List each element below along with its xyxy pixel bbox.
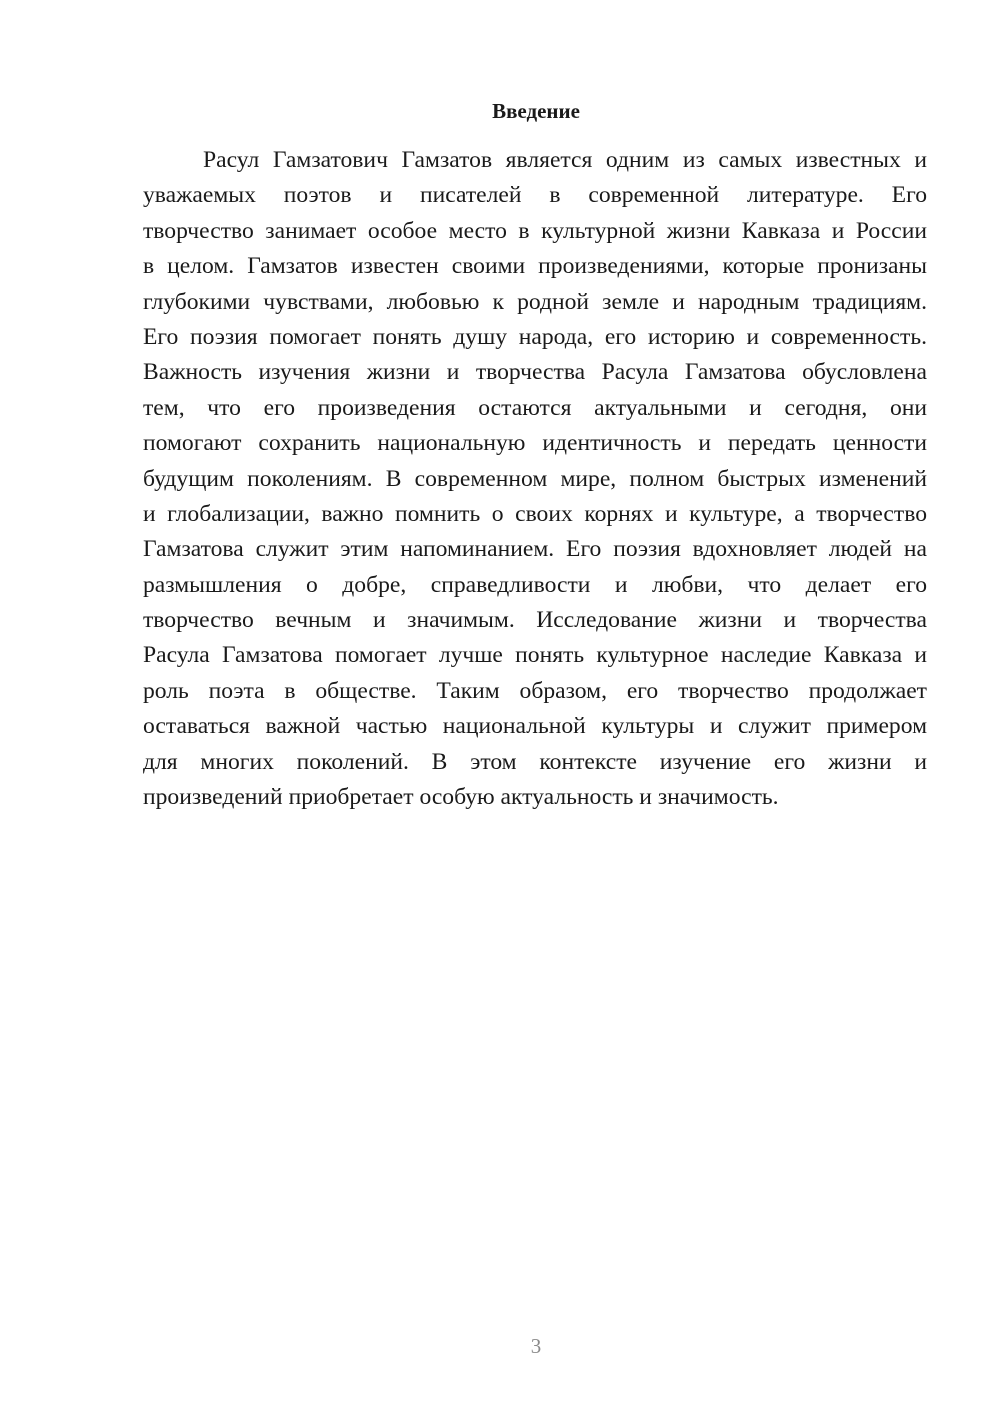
paragraph-line: произведений приобретает особую актуальность и значимость. — [143, 784, 779, 811]
paragraph-line: будущим поколениям. В современном мире, полном быстрых изменений — [143, 465, 927, 492]
body-paragraph — [143, 143, 927, 815]
paragraph-line: Важность изучения жизни и творчества Расула Гамзатова обусловлена — [143, 359, 927, 386]
paragraph-line: Расула Гамзатова помогает лучше понять культурное наследие Кавказа и — [143, 642, 927, 669]
paragraph-line: в целом. Гамзатов известен своими произведениями, которые пронизаны — [143, 253, 927, 280]
paragraph-line: помогают сохранить национальную идентичность и передать ценности — [143, 430, 927, 457]
paragraph-line: глубокими чувствами, любовью к родной земле и народным традициям. — [143, 288, 927, 315]
paragraph-line: тем, что его произведения остаются актуальными и сегодня, они — [143, 394, 927, 421]
paragraph-line: Гамзатова служит этим напоминанием. Его поэзия вдохновляет людей на — [143, 536, 927, 563]
paragraph-line: размышления о добре, справедливости и любви, что делает его — [143, 571, 927, 598]
paragraph-line: Его поэзия помогает понять душу народа, его историю и современность. — [143, 323, 927, 350]
paragraph-line: Расул Гамзатович Гамзатов является одним из самых известных и — [203, 147, 927, 173]
page-number: 3 — [530, 1334, 542, 1358]
paragraph-line: для многих поколений. В этом контексте изучение его жизни и — [143, 748, 927, 775]
page-title: Введение — [492, 99, 580, 123]
paragraph-line: оставаться важной частью национальной культуры и служит примером — [143, 713, 927, 740]
paragraph-line: и глобализации, важно помнить о своих корнях и культуре, а творчество — [143, 500, 927, 527]
paragraph-line: творчество занимает особое место в культурной жизни Кавказа и России — [143, 217, 927, 244]
paragraph-line: творчество вечным и значимым. Исследование жизни и творчества — [143, 607, 927, 634]
paragraph-line: уважаемых поэтов и писателей в современной литературе. Его — [143, 182, 927, 209]
paragraph-line: роль поэта в обществе. Таким образом, его творчество продолжает — [143, 677, 927, 704]
